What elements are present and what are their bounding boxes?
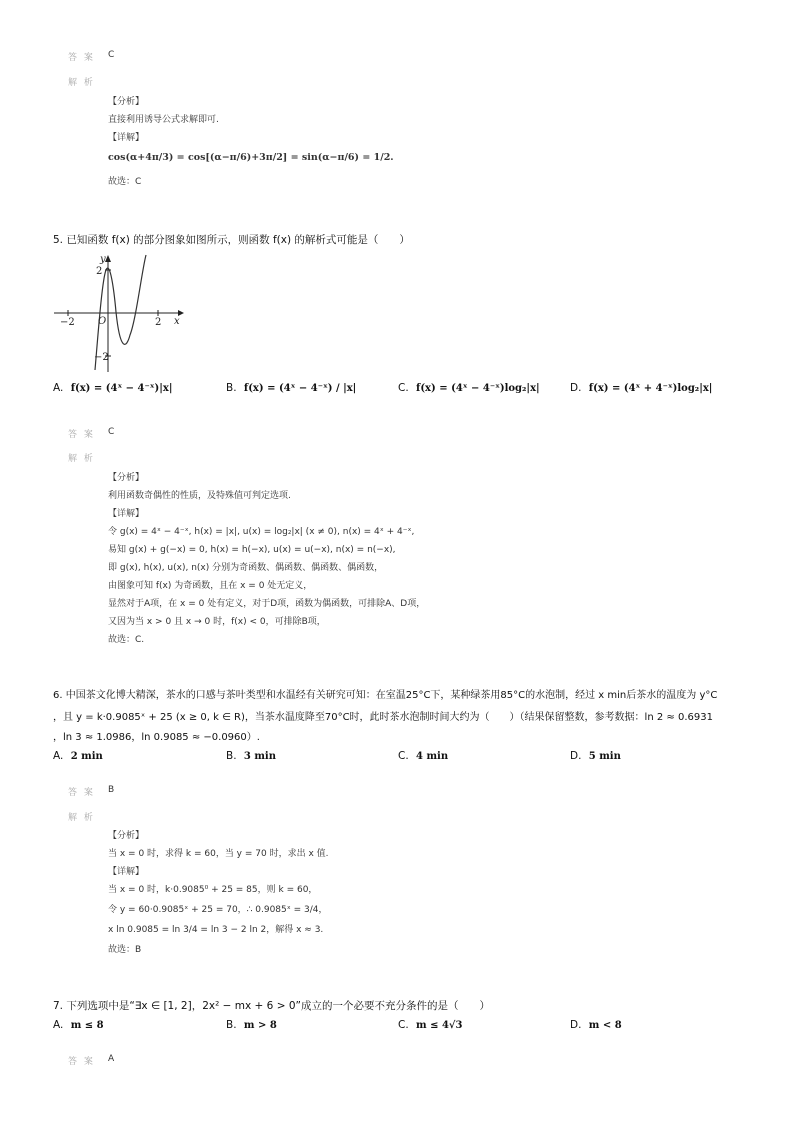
q5-line-5: 显然对于A项，在 x = 0 处有定义，对于D项，函数为偶函数，可排除A、D项， [108, 599, 426, 609]
q5-option-c: C. f(x) = (4ˣ − 4⁻ˣ)log₂|x| [398, 382, 540, 394]
q7-stem: 7. 下列选项中是“∃x ∈ [1, 2]，2x² − mx + 6 > 0”成立的一个必要不充分条件的是（ ） [53, 1000, 490, 1012]
q4-answer-label: 答 案 [68, 53, 95, 63]
q7-option-b: B. m > 8 [226, 1019, 277, 1031]
q6-option-a: A. 2 min [53, 750, 103, 762]
q4-conclusion: 故选：C [108, 177, 142, 187]
q6-line-3: x ln 0.9085 = ln 3/4 = ln 3 − 2 ln 2，解得 x ≈ 3. [108, 925, 324, 935]
q6-fenxi-text: 当 x = 0 时，求得 k = 60，当 y = 70 时，求出 x 值. [108, 849, 329, 859]
q7-answer-label: 答 案 [68, 1057, 95, 1067]
q4-answer-value: C [108, 50, 115, 60]
q6-line-1: 当 x = 0 时，k·0.9085⁰ + 25 = 85，则 k = 60， [108, 885, 318, 895]
q7-option-c: C. m ≤ 4√3 [398, 1019, 463, 1031]
q5-line-3: 即 g(x), h(x), u(x), n(x) 分别为奇函数、偶函数、偶函数、偶函数， [108, 563, 384, 573]
q6-stem-line-2: ，且 y = k·0.9085ˣ + 25 (x ≥ 0, k ∈ R)，当茶水温度降至70°C时，此时茶水泡制时间大约为（ ）（结果保留整数，参考数据：ln 2 ≈ 0.6931 [53, 712, 713, 723]
q6-analysis-label: 解 析 [68, 813, 95, 823]
q5-answer-label: 答 案 [68, 430, 95, 440]
q4-analysis-label: 解 析 [68, 78, 95, 88]
q6-option-c: C. 4 min [398, 750, 449, 762]
origin-label: O [98, 316, 107, 327]
q5-option-b: B. f(x) = (4ˣ − 4⁻ˣ) / |x| [226, 382, 357, 394]
q6-answer-label: 答 案 [68, 788, 95, 798]
q5-function-graph [50, 250, 190, 375]
q5-answer-value: C [108, 427, 115, 437]
q5-option-d: D. f(x) = (4ˣ + 4⁻ˣ)log₂|x| [570, 382, 713, 394]
q5-line-7: 故选：C. [108, 635, 145, 645]
q4-xiangjie-heading: 【详解】 [108, 133, 145, 143]
q4-fenxi-text: 直接利用诱导公式求解即可. [108, 115, 219, 125]
tick-x-neg: −2 [60, 317, 75, 328]
q7-option-d: D. m < 8 [570, 1019, 622, 1031]
q4-fenxi-heading: 【分析】 [108, 97, 145, 107]
q6-line-4: 故选：B [108, 945, 142, 955]
tick-y-neg: −2 [94, 352, 109, 363]
q4-derivation: cos(α+4π/3) = cos[(α−π/6)+3π/2] = sin(α−π/6) = 1/2. [108, 152, 394, 163]
y-axis-arrow-icon [105, 255, 111, 262]
q5-xiangjie-heading: 【详解】 [108, 509, 145, 519]
q6-xiangjie-heading: 【详解】 [108, 867, 145, 877]
q5-line-2: 易知 g(x) + g(−x) = 0, h(x) = h(−x), u(x) = u(−x), n(x) = n(−x), [108, 545, 396, 555]
q5-option-a: A. f(x) = (4ˣ − 4⁻ˣ)|x| [53, 382, 173, 394]
q7-option-a: A. m ≤ 8 [53, 1019, 104, 1031]
q5-line-1: 令 g(x) = 4ˣ − 4⁻ˣ, h(x) = |x|, u(x) = log₂|x| (x ≠ 0), n(x) = 4ˣ + 4⁻ˣ, [108, 527, 415, 537]
q6-stem-line-3: ，ln 3 ≈ 1.0986，ln 0.9085 ≈ −0.0960）. [53, 732, 260, 743]
tick-x-pos: 2 [155, 317, 162, 328]
q5-line-4: 由图象可知 f(x) 为奇函数，且在 x = 0 处无定义， [108, 581, 313, 591]
x-axis-label: x [174, 316, 180, 327]
tick-y-pos: 2 [96, 266, 103, 277]
y-axis-label: y [100, 254, 106, 265]
q5-line-6: 又因为当 x > 0 且 x → 0 时，f(x) < 0，可排除B项， [108, 617, 326, 627]
q6-line-2: 令 y = 60·0.9085ˣ + 25 = 70，∴ 0.9085ˣ = 3/4， [108, 905, 328, 915]
q6-stem-line-1: 6. 中国茶文化博大精深，茶水的口感与茶叶类型和水温经有关研究可知：在室温25°C下，某种绿茶用85°C的水泡制，经过 x min后茶水的温度为 y°C [53, 690, 718, 701]
q6-option-d: D. 5 min [570, 750, 621, 762]
q7-answer-value: A [108, 1054, 115, 1064]
q6-answer-value: B [108, 785, 115, 795]
q6-fenxi-heading: 【分析】 [108, 831, 145, 841]
q5-fenxi-heading: 【分析】 [108, 473, 145, 483]
q6-option-b: B. 3 min [226, 750, 276, 762]
q5-analysis-label: 解 析 [68, 454, 95, 464]
q5-fenxi-text: 利用函数奇偶性的性质，及特殊值可判定选项. [108, 491, 291, 501]
q5-stem: 5. 已知函数 f(x) 的部分图象如图所示，则函数 f(x) 的解析式可能是（ ） [53, 234, 410, 246]
